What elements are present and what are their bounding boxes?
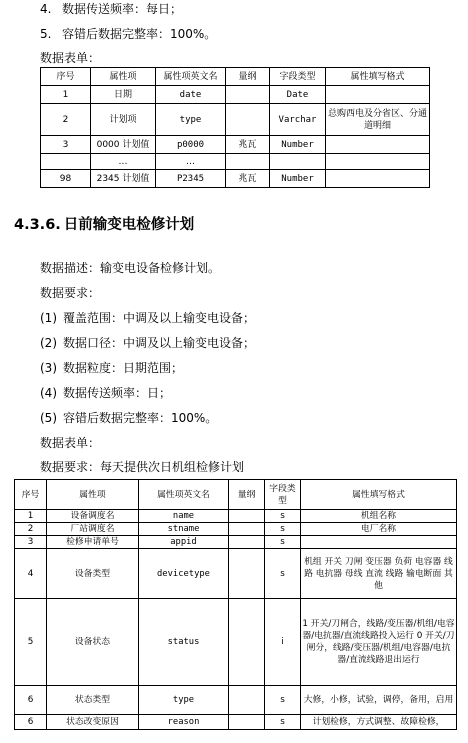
header-cell: 序号 (15, 480, 47, 510)
table-cell: Number (270, 136, 326, 154)
table-cell: … (91, 154, 156, 170)
table-cell: 总购西电及分省区、分通道明细 (326, 104, 430, 136)
table-cell (41, 154, 91, 170)
table-cell: 0000 计划值 (91, 136, 156, 154)
table-cell: 状态类型 (47, 686, 139, 715)
table-cell: 1 开关/刀闸合，线路/变压器/机组/电容器/电抗器/直流线路投入运行 0 开关/刀闸分，线路/变压器/机组/电容器/电抗器/直流线路退出运行 (301, 599, 457, 686)
table-row (15, 715, 457, 730)
table-cell: s (265, 536, 301, 549)
table-cell: 6 (15, 686, 47, 715)
table-cell: s (265, 523, 301, 536)
table-cell: 电厂名称 (301, 523, 457, 536)
header-cell: 量纲 (226, 68, 270, 86)
table-cell: 2345 计划值 (91, 170, 156, 188)
table-cell: … (156, 154, 226, 170)
req-item-4 (40, 384, 171, 401)
table-cell (226, 154, 270, 170)
header-cell: 属性项英文名 (139, 480, 229, 510)
table-cell (226, 104, 270, 136)
table-cell (326, 86, 430, 104)
table-cell: 机组名称 (301, 510, 457, 523)
table-cell: 98 (41, 170, 91, 188)
table-cell: date (156, 86, 226, 104)
req-number: (3) (40, 361, 57, 375)
table-cell: 计划检修，方式调整、故障检修， (301, 715, 457, 730)
req-text: 数据口径：中调及以上输变电设备； (63, 336, 256, 350)
list-text: 容错后数据完整率：100%。 (62, 27, 217, 41)
table-cell: 2 (15, 523, 47, 536)
section-heading (14, 213, 194, 234)
req-item-5 (40, 409, 217, 426)
table-cell: s (265, 715, 301, 730)
table-row (41, 170, 430, 188)
section-title: 日前输变电检修计划 (63, 217, 195, 233)
table-cell: i (265, 599, 301, 686)
table-cell: 1 (41, 86, 91, 104)
table-header-row (41, 68, 430, 86)
list-item-5 (40, 25, 216, 42)
table-row (41, 86, 430, 104)
table-cell (326, 170, 430, 188)
table-cell (229, 523, 265, 536)
table-row (41, 136, 430, 154)
table-cell (270, 154, 326, 170)
req-text: 数据粒度：日期范围； (63, 361, 184, 375)
header-cell: 属性项 (47, 480, 139, 510)
table-cell: 设备状态 (47, 599, 139, 686)
table-cell: 日期 (91, 86, 156, 104)
table-row (15, 599, 457, 686)
table-cell: s (265, 510, 301, 523)
table-cell: 检修申请单号 (47, 536, 139, 549)
table-row (15, 523, 457, 536)
table-cell: 机组 开关 刀闸 变压器 负荷 电容器 线路 电抗器 母线 直流 线路 输电断面 其他 (301, 549, 457, 599)
table-cell: reason (139, 715, 229, 730)
table-row (15, 686, 457, 715)
header-cell: 字段类型 (270, 68, 326, 86)
table-row (41, 104, 430, 136)
table-cell: 4 (15, 549, 47, 599)
table-cell: 兆瓦 (226, 170, 270, 188)
data-requirements-title: 数据要求： (40, 286, 101, 300)
table-cell (226, 86, 270, 104)
req-item-2 (40, 334, 255, 351)
table-cell: 设备调度名 (47, 510, 139, 523)
header-cell: 字段类型 (265, 480, 301, 510)
table-cell: stname (139, 523, 229, 536)
table-cell: 计划项 (91, 104, 156, 136)
table2 (14, 479, 457, 730)
table-cell (229, 686, 265, 715)
table-cell (326, 136, 430, 154)
table-cell: Date (270, 86, 326, 104)
table-cell: devicetype (139, 549, 229, 599)
req-text: 数据传送频率：日； (63, 386, 172, 400)
req-text: 容错后数据完整率：100%。 (63, 411, 218, 425)
table-cell: 设备类型 (47, 549, 139, 599)
req-number: (1) (40, 311, 57, 325)
table-cell: s (265, 686, 301, 715)
table-cell (229, 715, 265, 730)
table-cell: p0000 (156, 136, 226, 154)
header-cell: 序号 (41, 68, 91, 86)
table-cell: P2345 (156, 170, 226, 188)
table-cell: appid (139, 536, 229, 549)
table-row (15, 549, 457, 599)
table-cell: status (139, 599, 229, 686)
req-number: (4) (40, 386, 57, 400)
table-cell: 厂站调度名 (47, 523, 139, 536)
list-number: 5. (40, 27, 52, 41)
table-row (41, 154, 430, 170)
header-cell: 属性项 (91, 68, 156, 86)
table-cell (229, 510, 265, 523)
table-cell: type (139, 686, 229, 715)
list-number: 4. (40, 2, 52, 16)
table-cell: type (156, 104, 226, 136)
table-cell: Number (270, 170, 326, 188)
req-item-3 (40, 359, 183, 376)
table-cell: 2 (41, 104, 91, 136)
table-header-row (15, 480, 457, 510)
table-row (15, 536, 457, 549)
table-cell: 大修，小修，试验，调停，备用，启用 (301, 686, 457, 715)
req-text: 覆盖范围：中调及以上输变电设备； (63, 311, 256, 325)
req-number: (5) (40, 411, 57, 425)
table-cell: 兆瓦 (226, 136, 270, 154)
table-cell: 3 (15, 536, 47, 549)
table1-title: 数据表单： (40, 51, 101, 65)
table-cell: 6 (15, 715, 47, 730)
table2-title: 数据表单： (40, 436, 101, 450)
table-cell: Varchar (270, 104, 326, 136)
table-cell (301, 536, 457, 549)
req-number: (2) (40, 336, 57, 350)
table-cell: s (265, 549, 301, 599)
list-text: 数据传送频率：每日； (62, 2, 183, 16)
table-cell (229, 536, 265, 549)
table-cell: 1 (15, 510, 47, 523)
table-cell (229, 599, 265, 686)
table-cell (326, 154, 430, 170)
table-cell: 3 (41, 136, 91, 154)
table2-requirement: 数据要求：每天提供次日机组检修计划 (40, 460, 245, 474)
table-cell: 5 (15, 599, 47, 686)
table1 (40, 67, 430, 188)
data-description: 数据描述：输变电设备检修计划。 (40, 261, 221, 275)
req-item-1 (40, 309, 255, 326)
table-row (15, 510, 457, 523)
header-cell: 属性填写格式 (301, 480, 457, 510)
list-item-4 (40, 0, 182, 17)
header-cell: 量纲 (229, 480, 265, 510)
table-cell: 状态改变原因 (47, 715, 139, 730)
header-cell: 属性填写格式 (326, 68, 430, 86)
table-cell: name (139, 510, 229, 523)
table-cell (229, 549, 265, 599)
header-cell: 属性项英文名 (156, 68, 226, 86)
section-number: 4.3.6. (14, 217, 61, 233)
